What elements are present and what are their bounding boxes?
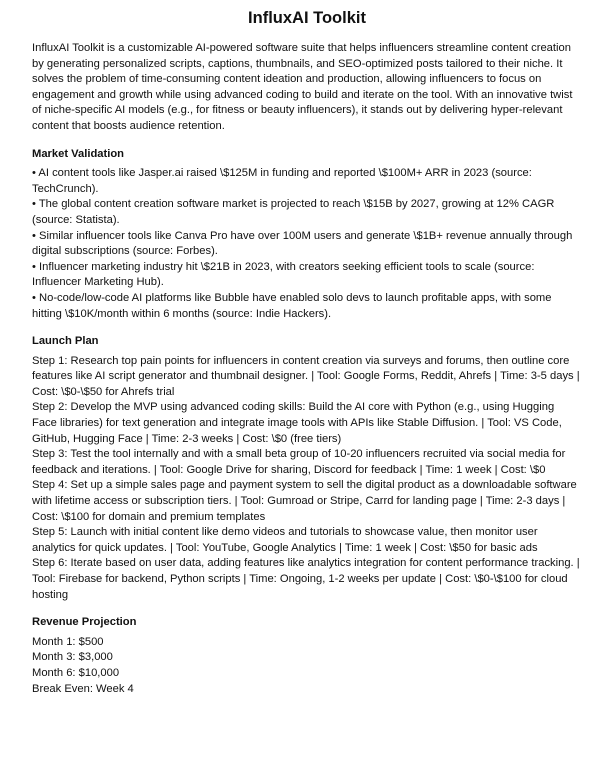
revenue-item: Month 6: $10,000: [32, 666, 120, 679]
list-item: • The global content creation software market is projected to reach \$15B by 2027, growing at 12% CAGR (source: Statista).: [32, 198, 555, 226]
launch-plan-heading: Launch Plan: [32, 335, 99, 348]
launch-step: Step 5: Launch with initial content like demo videos and tutorials to showcase value, then monitor user analytics for quick updates. | Tool: YouTube, Google Analytics | Time: 1 week | Cost: \$50 for basic ads: [32, 526, 538, 554]
revenue-item: Month 1: $500: [32, 635, 104, 648]
revenue-projection-heading: Revenue Projection: [32, 616, 137, 629]
launch-step: Step 3: Test the tool internally and with a small beta group of 10-20 influencers recruited via social media for feedback and iterations. | Tool: Google Drive for sharing, Discord for feedback | Time: 1 week | Cost: \$0: [32, 448, 566, 476]
launch-step: Step 6: Iterate based on user data, adding features like analytics integration for content performance tracking. | Tool: Firebase for backend, Python scripts | Time: Ongoing, 1-2 weeks per update | Cost: \$0-\$100 for cloud hosting: [32, 557, 580, 601]
launch-plan-steps: [32, 354, 582, 604]
list-item: • No-code/low-code AI platforms like Bubble have enabled solo devs to launch profitable apps, with some hitting \$10K/month within 6 months (source: Indie Hackers).: [32, 291, 552, 320]
list-item: • Influencer marketing industry hit \$21B in 2023, with creators seeking efficient tools to scale (source: Influencer Marketing Hub).: [32, 260, 535, 289]
revenue-projection-list: [32, 635, 582, 697]
launch-step: Step 1: Research top pain points for influencers in content creation via surveys and forums, then outline core features like AI script generator and thumbnail designer. | Tool: Google Forms, Reddit, Ahrefs | Time: 3-5 days | Cost: \$0-\$50 for Ahrefs trial: [32, 354, 580, 398]
revenue-item: Break Even: Week 4: [32, 682, 134, 695]
intro-paragraph: InfluxAI Toolkit is a customizable AI-powered software suite that helps influencers streamline content creation by generating personalized scripts, captions, thumbnails, and SEO-optimized posts tailored to their niche. It solves the problem of time-consuming content ideation and production, allowing influencers to focus on engagement and growth while using advanced coding to build and iterate on the tool. With an innovative twist of niche-specific AI models (e.g., for fitness or beauty influencers), it stands out by delivering hyper-relevant content that boosts audience retention.: [32, 42, 573, 132]
document-title: InfluxAI Toolkit: [248, 9, 366, 27]
list-item: • Similar influencer tools like Canva Pro have over 100M users and generate \$1B+ revenue annually through digital subscriptions (source: Forbes).: [32, 229, 573, 258]
list-item: • AI content tools like Jasper.ai raised \$125M in funding and reported \$100M+ ARR in 2023 (source: TechCrunch).: [32, 167, 532, 195]
launch-step: Step 4: Set up a simple sales page and payment system to sell the digital product as a downloadable software with lifetime access or subscription tiers. | Tool: Gumroad or Stripe, Carrd for landing page | Time: 2-3 days | Cost: \$100 for domain and premium templates: [32, 479, 577, 523]
launch-step: Step 2: Develop the MVP using advanced coding skills: Build the AI core with Python (e.g., using Hugging Face libraries) for text generation and integrate image tools with APIs like Stable Diffusion. | Tool: VS Code, GitHub, Hugging Face | Time: 2-3 weeks | Cost: \$0 (free tiers): [32, 401, 562, 445]
market-validation-list: [32, 166, 582, 322]
market-validation-heading: Market Validation: [32, 147, 125, 160]
revenue-item: Month 3: $3,000: [32, 651, 113, 664]
